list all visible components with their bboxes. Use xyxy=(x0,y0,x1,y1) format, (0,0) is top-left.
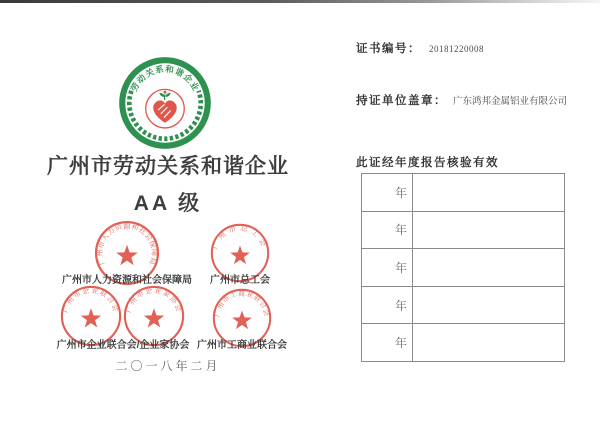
scan-edge-line xyxy=(0,0,600,3)
stamp-caption-qiyelianhehui: 广州市企业联合会/企业家协会 xyxy=(56,340,190,351)
star-icon xyxy=(232,310,252,329)
table-row xyxy=(362,174,564,211)
stamp-caption-zonggonghui: 广州市总工会 xyxy=(210,275,270,286)
harmonious-enterprise-logo-icon xyxy=(118,56,212,150)
stamp-arc-text: 广州市总工会 xyxy=(212,224,268,251)
star-icon xyxy=(144,308,164,327)
stamp-caption-gongshanglian: 广州市工商业联合会 xyxy=(197,340,287,351)
year-cell: 年 xyxy=(362,287,413,324)
annual-verification-table xyxy=(361,173,565,362)
year-cell: 年 xyxy=(362,249,413,286)
holder-seal-row xyxy=(356,92,567,108)
annual-verification-note: 此证经年度报告核验有效 xyxy=(356,157,499,169)
star-icon xyxy=(230,245,250,264)
certificate-title: 广州市劳动关系和谐企业 xyxy=(47,155,289,178)
verification-blank-cell xyxy=(413,324,564,361)
star-icon xyxy=(81,308,101,327)
certificate-number-label: 证书编号： xyxy=(356,43,421,55)
holder-company-name: 广东鸿邦金属铝业有限公司 xyxy=(453,97,568,107)
verification-blank-cell xyxy=(413,287,564,324)
certificate-number-row xyxy=(356,40,484,56)
star-icon xyxy=(116,245,138,266)
table-row xyxy=(362,286,564,324)
issue-date: 二〇一八年二月 xyxy=(115,359,221,373)
verification-blank-cell xyxy=(413,249,564,286)
table-row xyxy=(362,211,564,249)
verification-blank-cell xyxy=(413,174,564,211)
stamp-arc-text: 广州市工商业联合会 xyxy=(214,290,270,318)
table-row xyxy=(362,248,564,286)
year-cell: 年 xyxy=(362,324,413,361)
certificate-grade: AA 级 xyxy=(133,192,203,215)
stamp-arc-text: 广州市企业家协会 xyxy=(125,287,183,314)
table-row xyxy=(362,323,564,361)
logo-arc-text: 劳动关系和谐企业 xyxy=(128,63,202,94)
certificate-number-value: 20181220008 xyxy=(429,44,484,54)
stamp-arc-text: 广州市人力资源和社会保障局 xyxy=(95,221,159,267)
holder-seal-label: 持证单位盖章： xyxy=(356,95,447,107)
year-cell: 年 xyxy=(362,212,413,249)
verification-blank-cell xyxy=(413,212,564,249)
year-cell: 年 xyxy=(362,174,413,211)
stamp-caption-renshebju: 广州市人力资源和社会保障局 xyxy=(62,275,192,286)
stamp-arc-text: 广州市企业联合会 xyxy=(62,287,120,314)
